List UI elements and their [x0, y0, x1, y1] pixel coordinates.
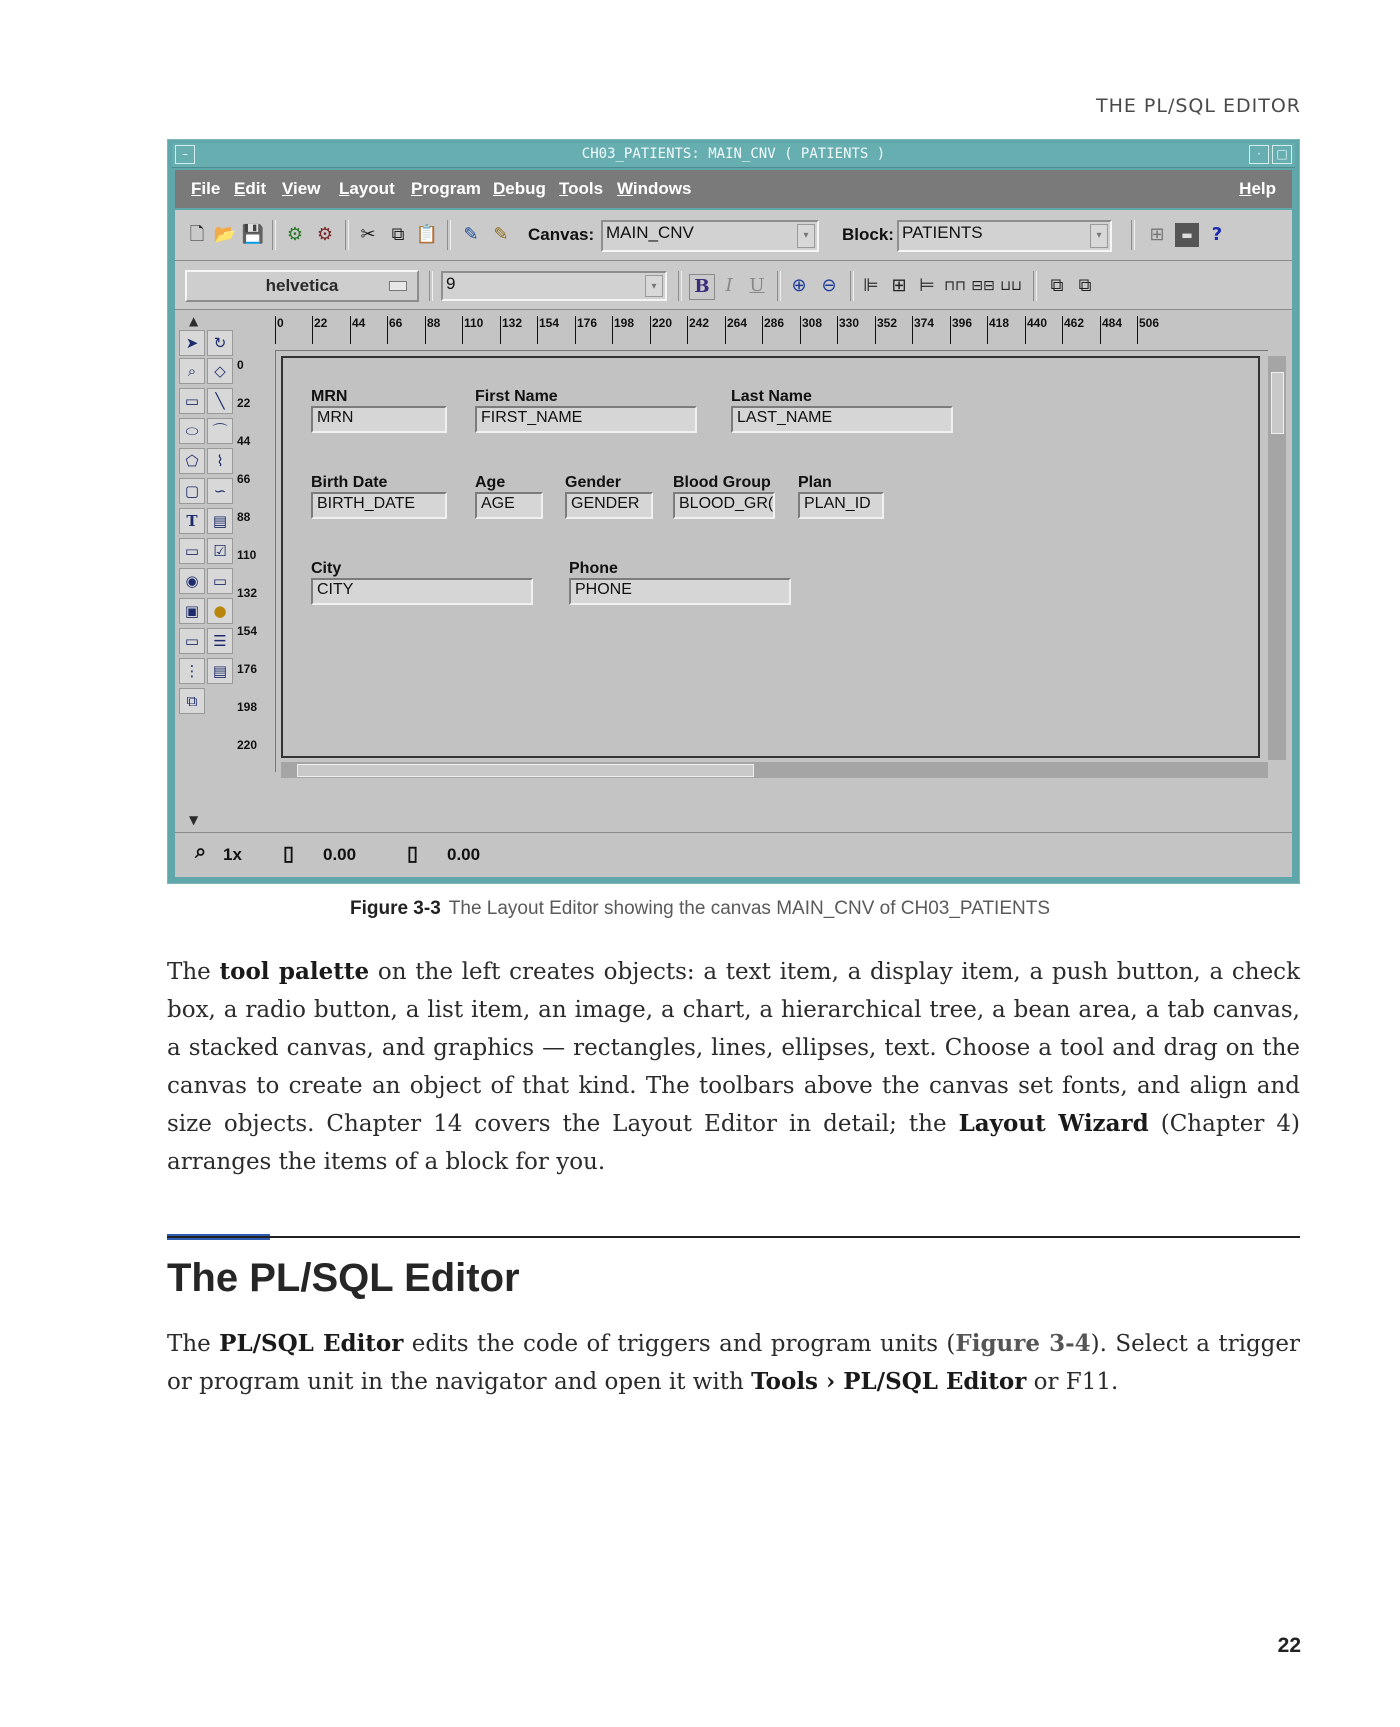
chevron-down-icon[interactable]: ▾ [645, 275, 663, 297]
image-tool-icon[interactable]: ▣ [179, 598, 205, 624]
chevron-down-icon[interactable]: ▾ [1090, 224, 1108, 248]
ruler-label: 308 [800, 316, 822, 344]
toolbar-separator [272, 220, 276, 250]
toolbar-separator [345, 220, 349, 250]
birth-date-item[interactable]: BIRTH_DATE [311, 492, 447, 519]
ruler-label: 484 [1100, 316, 1122, 344]
cut-icon[interactable]: ✂ [360, 224, 376, 245]
select-tool-icon[interactable]: ➤ [179, 330, 205, 356]
paragraph-tool-palette [167, 953, 1300, 1181]
ruler-label: 264 [725, 316, 747, 344]
page-number: 22 [1277, 1634, 1301, 1657]
y-position-icon: ▯ [407, 843, 419, 865]
align-top-icon[interactable]: ⊓⊓ [944, 278, 966, 294]
vertical-ruler [235, 350, 276, 772]
ruler-label: 418 [987, 316, 1009, 344]
save-icon[interactable]: 💾 [241, 224, 265, 245]
text-item-tool-icon[interactable]: ▭ [207, 568, 233, 594]
stacked-canvas-tool-icon[interactable]: ⧉ [179, 688, 205, 714]
first-name-item[interactable]: FIRST_NAME [475, 406, 697, 433]
scroll-down-icon[interactable]: ▼ [189, 813, 199, 827]
zoom-in-icon[interactable]: ⊕ [791, 275, 807, 296]
debug-form-icon[interactable]: ⚙ [316, 224, 334, 245]
chevron-down-icon[interactable]: ▾ [797, 224, 815, 248]
term-layout-wizard: Layout Wizard [958, 1110, 1149, 1137]
ruler-label: 22 [237, 396, 251, 410]
ruler-label: 88 [237, 510, 251, 524]
radio-button-tool-icon[interactable]: ◉ [179, 568, 205, 594]
figure-caption [0, 898, 1400, 920]
scroll-up-icon[interactable]: ▲ [189, 314, 199, 328]
menu-bar [175, 170, 1292, 208]
menu-help[interactable]: Help [1239, 179, 1276, 198]
compile-icon[interactable]: ✎ [463, 224, 479, 245]
phone-item[interactable]: PHONE [569, 578, 791, 605]
font-size-select[interactable] [441, 271, 667, 301]
magnify-tool-icon[interactable]: ⌕ [179, 358, 205, 384]
first-name-label: First Name [475, 388, 558, 405]
ruler-label: 220 [650, 316, 672, 344]
age-label: Age [475, 474, 506, 491]
sound-tool-icon[interactable]: ● [207, 598, 233, 624]
rounded-rectangle-tool-icon[interactable]: ▢ [179, 478, 205, 504]
align-center-icon[interactable]: ⊞ [891, 275, 907, 296]
ruler-label: 242 [687, 316, 709, 344]
phone-label: Phone [569, 560, 618, 577]
blood-group-label: Blood Group [673, 474, 771, 491]
zoom-out-icon[interactable]: ⊖ [821, 275, 837, 296]
x-position: 0.00 [323, 845, 357, 864]
zoom-level: 1x [223, 845, 242, 864]
ruler-label: 66 [237, 472, 251, 486]
object-navigator-icon[interactable]: ▬ [1175, 223, 1199, 247]
paragraph-plsql-editor [167, 1325, 1300, 1401]
dropdown-button-icon[interactable] [389, 281, 407, 291]
property-palette-icon[interactable]: ⊞ [1149, 224, 1165, 245]
main-toolbar [175, 210, 1292, 261]
block-select[interactable] [897, 220, 1112, 252]
city-label: City [311, 560, 342, 577]
rectangle-tool-icon[interactable]: ▭ [179, 388, 205, 414]
font-name-value: helvetica [265, 276, 339, 295]
ruler-label: 286 [762, 316, 784, 344]
blood-group-item[interactable]: BLOOD_GR( [673, 492, 775, 519]
toolbar-separator [429, 271, 433, 301]
polyline-tool-icon[interactable]: ⌇ [207, 448, 233, 474]
ruler-label: 154 [537, 316, 559, 344]
last-name-label: Last Name [731, 388, 812, 405]
align-bottom-icon[interactable]: ⊔⊔ [1000, 278, 1022, 294]
align-middle-icon[interactable]: ⊟⊟ [971, 278, 995, 294]
scroll-thumb[interactable] [297, 764, 754, 777]
menu-edit[interactable]: Edit [234, 179, 267, 198]
help-icon[interactable]: ? [1211, 224, 1223, 245]
age-item[interactable]: AGE [475, 492, 543, 519]
open-icon[interactable]: 📂 [213, 224, 237, 245]
menu-debug[interactable]: Debug [493, 179, 546, 198]
text-run: ). Select a trigger or program unit in the navigator and open it with [167, 1331, 1300, 1395]
paste-icon[interactable]: 📋 [415, 224, 439, 245]
italic-button[interactable]: I [725, 275, 733, 296]
ruler-label: 0 [275, 316, 284, 344]
window-menu-icon[interactable]: – [175, 145, 195, 164]
ruler-label: 44 [237, 434, 251, 448]
gender-item[interactable]: GENDER [565, 492, 653, 519]
ruler-label: 506 [1137, 316, 1159, 344]
ruler-label: 440 [1025, 316, 1047, 344]
canvas-label: Canvas: [528, 225, 595, 244]
section-rule [167, 1236, 1300, 1238]
city-item[interactable]: CITY [311, 578, 533, 605]
arc-tool-icon[interactable]: ⌒ [207, 418, 233, 444]
bold-button[interactable]: B [689, 274, 715, 300]
canvas-select[interactable] [601, 220, 819, 252]
menu-file[interactable]: File [191, 179, 221, 198]
block-select-value: PATIENTS [902, 223, 983, 242]
rotate-tool-icon[interactable]: ↻ [207, 330, 233, 356]
copy-icon[interactable]: ⧉ [391, 224, 405, 245]
menu-layout[interactable]: Layout [339, 179, 395, 198]
menu-program[interactable]: Program [411, 179, 481, 198]
ruler-label: 132 [500, 316, 522, 344]
align-left-icon[interactable]: ⊫ [863, 275, 879, 296]
toolbar-separator [1033, 271, 1037, 301]
display-item-tool-icon[interactable]: ▭ [179, 628, 205, 654]
term-plsql-editor: PL/SQL Editor [219, 1330, 404, 1357]
toolbar-separator [1131, 220, 1135, 250]
ellipse-tool-icon[interactable]: ⬭ [179, 418, 205, 444]
mrn-label: MRN [311, 388, 348, 405]
ruler-label: 352 [875, 316, 897, 344]
vertical-scrollbar[interactable] [1268, 356, 1286, 760]
run-form-icon[interactable]: ⚙ [286, 224, 304, 245]
term-tool-palette: tool palette [219, 958, 370, 985]
toolbar-separator [678, 271, 682, 301]
gender-label: Gender [565, 474, 622, 491]
running-header: THE PL/SQL EDITOR [1095, 95, 1301, 117]
font-name-select[interactable] [185, 270, 419, 302]
ruler-label: 110 [462, 316, 483, 344]
font-size-value: 9 [446, 274, 456, 293]
ruler-label: 374 [912, 316, 934, 344]
text-run: on the left creates objects: a text item, a display item, a push button, a check box, a radio button, a list item, an image, a chart, a hierarchical tree, a bean area, a tab canvas, a stacked canvas, and graphics — rectangles, lines, ellipses, text. Choose a tool and drag on the canvas to create an object of that kind. The toolbars above the canvas set fonts, and align and size objects. Chapter 14 covers the Layout Editor in detail; the [167, 959, 1301, 1137]
ruler-label: 132 [237, 586, 258, 600]
ruler-label: 22 [312, 316, 327, 344]
ruler-label: 44 [350, 316, 365, 344]
toolbar-separator [447, 220, 451, 250]
format-toolbar [175, 261, 1292, 310]
text-run: (Chapter 4) arranges the items of a block for you. [167, 1111, 1300, 1175]
ruler-label: 396 [950, 316, 972, 344]
text-run: edits the code of triggers and program units ( [403, 1331, 956, 1357]
button-tool-icon[interactable]: ▭ [179, 538, 205, 564]
toolbar-separator [850, 271, 854, 301]
bring-to-front-icon[interactable]: ⧉ [1050, 275, 1064, 296]
section-title: The PL/SQL Editor [167, 1256, 520, 1300]
text-run: The [167, 1331, 220, 1357]
ruler-label: 330 [837, 316, 859, 344]
toolbar-separator [777, 271, 781, 301]
status-bar [175, 832, 1292, 877]
reshape-tool-icon[interactable]: ◇ [207, 358, 233, 384]
plan-label: Plan [798, 474, 832, 491]
window-title-bar[interactable] [172, 143, 1295, 168]
menu-windows[interactable]: Windows [617, 179, 692, 198]
horizontal-ruler [275, 310, 1268, 351]
menu-view[interactable]: View [282, 179, 321, 198]
ruler-label: 88 [425, 316, 440, 344]
text-run: The [167, 959, 220, 985]
y-position: 0.00 [447, 845, 481, 864]
list-item-tool-icon[interactable]: ☰ [207, 628, 233, 654]
text-run: or F11. [1026, 1369, 1119, 1395]
zoom-icon: ⌕ [195, 841, 207, 863]
scroll-thumb[interactable] [1271, 372, 1284, 434]
ruler-label: 462 [1062, 316, 1084, 344]
frame-tool-icon[interactable]: ▤ [207, 508, 233, 534]
plan-item[interactable]: PLAN_ID [798, 492, 884, 519]
birth-date-label: Birth Date [311, 474, 388, 491]
tab-canvas-tool-icon[interactable]: ▤ [207, 658, 233, 684]
last-name-item[interactable]: LAST_NAME [731, 406, 953, 433]
ruler-label: 66 [387, 316, 402, 344]
layout-editor-window [167, 139, 1300, 884]
ruler-label: 110 [237, 548, 257, 562]
ruler-label: 176 [575, 316, 597, 344]
figure-label: Figure 3-3 [349, 898, 441, 919]
layout-canvas[interactable] [281, 356, 1260, 758]
ruler-label: 198 [237, 700, 258, 714]
ruler-label: 220 [237, 738, 258, 752]
polygon-tool-icon[interactable]: ⬠ [179, 448, 205, 474]
editor-body [175, 210, 1292, 877]
block-label: Block: [842, 225, 894, 244]
horizontal-scrollbar[interactable] [281, 762, 1268, 778]
freehand-tool-icon[interactable]: ∽ [207, 478, 233, 504]
term-tools-menu-path: Tools › PL/SQL Editor [751, 1368, 1027, 1395]
x-position-icon: ▯ [283, 843, 295, 865]
mrn-item[interactable]: MRN [311, 406, 447, 433]
figure-reference-link[interactable]: Figure 3-4 [955, 1330, 1091, 1357]
maximize-icon[interactable]: □ [1272, 145, 1292, 164]
minimize-icon[interactable]: · [1249, 145, 1269, 164]
send-to-back-icon[interactable]: ⧉ [1078, 275, 1092, 296]
caption-text: The Layout Editor showing the canvas MAIN_CNV of CH03_PATIENTS [448, 898, 1051, 919]
underline-button[interactable]: U [749, 275, 765, 296]
ruler-label: 154 [237, 624, 258, 638]
new-icon[interactable]: 🗋 [189, 224, 205, 245]
ruler-label: 0 [237, 358, 244, 372]
tool-palette [175, 310, 235, 831]
canvas-select-value: MAIN_CNV [606, 223, 694, 242]
ruler-label: 176 [237, 662, 258, 676]
window-title: CH03_PATIENTS: MAIN_CNV ( PATIENTS ) [581, 146, 886, 162]
ruler-label: 198 [612, 316, 634, 344]
menu-tools[interactable]: Tools [559, 179, 604, 198]
compile-all-icon[interactable]: ✎ [493, 224, 509, 245]
align-right-icon[interactable]: ⊨ [919, 275, 935, 296]
text-tool-icon[interactable]: T [179, 508, 205, 534]
line-tool-icon[interactable]: ╲ [207, 388, 233, 414]
checkbox-tool-icon[interactable]: ☑ [207, 538, 233, 564]
hierarchical-tree-tool-icon[interactable]: ⋮ [179, 658, 205, 684]
